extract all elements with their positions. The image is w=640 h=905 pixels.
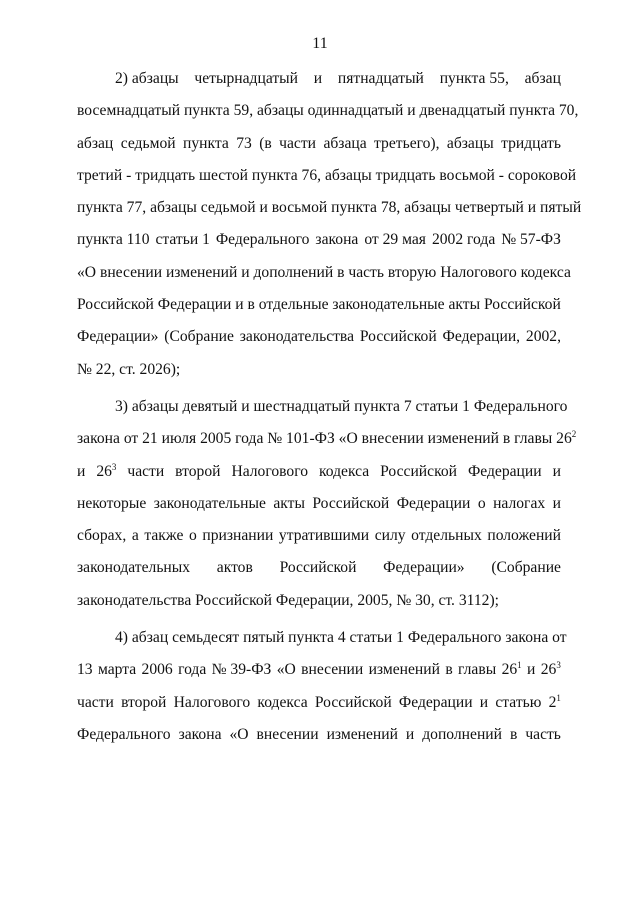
text-line xyxy=(77,63,561,95)
text-segment: 2006 xyxy=(141,661,173,679)
text-segment: части xyxy=(279,134,317,152)
text-segment: дополнений xyxy=(422,725,502,743)
text-segment: в xyxy=(509,725,518,743)
paragraph-item-3 xyxy=(77,391,577,617)
text-segment: части xyxy=(77,693,114,711)
text-segment: абзаца xyxy=(323,134,367,152)
text-segment: Федерации xyxy=(398,693,473,711)
text-segment: $26^3$ xyxy=(540,660,561,679)
text-segment: внесении xyxy=(256,725,319,743)
text-line xyxy=(77,654,561,686)
text-segment: Федерального xyxy=(215,231,310,249)
text-line xyxy=(77,552,561,584)
text-segment: Российской xyxy=(279,559,357,577)
text-line xyxy=(77,257,571,289)
text-segment: Федерации, xyxy=(442,328,521,346)
text-segment: года xyxy=(178,661,207,679)
text-line xyxy=(77,224,561,256)
text-line xyxy=(77,520,561,552)
text-segment: о xyxy=(188,527,197,545)
text-segment: кодекса xyxy=(257,693,308,711)
text-line xyxy=(77,488,561,520)
text-segment: от 29 мая xyxy=(364,231,426,249)
text-segment: в xyxy=(445,661,453,679)
text-segment: пункта 55, xyxy=(439,70,509,87)
text-segment: $26^1$ xyxy=(501,660,522,679)
text-segment: о xyxy=(477,494,486,512)
text-segment: пятнадцатый xyxy=(337,70,424,87)
text-segment: «О внесении изменений и дополнений в часть вторую Налогового кодекса xyxy=(77,263,571,281)
text-segment: также xyxy=(144,527,184,545)
text-segment: абзацы xyxy=(446,134,494,152)
text-segment: внесении xyxy=(301,661,364,679)
text-line xyxy=(77,192,582,224)
text-segment: признании xyxy=(202,527,274,545)
text-segment: главы xyxy=(458,661,497,679)
text-segment: акты xyxy=(273,494,305,512)
text-line xyxy=(77,95,579,127)
text-segment: марта xyxy=(97,661,137,679)
text-line xyxy=(77,128,561,160)
text-segment: положений xyxy=(487,527,561,545)
text-segment: «О xyxy=(276,661,296,679)
text-segment: третий - тридцать шестой пункта 76, абзацы тридцать восьмой - сороковой xyxy=(77,166,577,184)
text-segment: статью xyxy=(495,693,542,711)
text-segment: абзац xyxy=(524,70,561,87)
text-segment: закона xyxy=(178,725,222,743)
text-segment: законодательства xyxy=(239,328,355,346)
text-segment: абзац xyxy=(77,134,114,152)
text-segment: часть xyxy=(525,725,561,743)
text-segment: и xyxy=(313,70,323,87)
superscript: 1 xyxy=(517,660,522,671)
text-segment: 4) абзац семьдесят пятый пункта 4 статьи 1 Федерального закона от xyxy=(115,629,567,647)
text-segment: (Собрание xyxy=(491,559,561,577)
text-segment: 3) абзацы девятый и шестнадцатый пункта 7 статьи 1 Федерального xyxy=(115,397,568,415)
text-line xyxy=(77,687,561,719)
text-segment: (в xyxy=(259,134,272,152)
text-segment: актов xyxy=(216,559,253,577)
text-segment: некоторые xyxy=(77,494,147,512)
text-segment: утратившими xyxy=(278,527,370,545)
text-line xyxy=(77,423,577,455)
text-segment: Федерации xyxy=(396,494,471,512)
text-segment: и xyxy=(405,725,415,743)
text-segment: а xyxy=(131,527,139,545)
text-segment: Федерации» xyxy=(383,559,465,577)
text-segment: № 57-ФЗ xyxy=(501,231,561,249)
document-body xyxy=(77,63,582,751)
text-line xyxy=(77,622,567,654)
text-segment: отдельных xyxy=(411,527,482,545)
text-segment: Федерации xyxy=(467,462,542,480)
text-line xyxy=(77,289,561,321)
text-segment: тридцать xyxy=(501,134,561,152)
page-number: 11 xyxy=(312,35,328,52)
text-line xyxy=(77,585,561,617)
text-segment: закона xyxy=(315,231,359,249)
text-line xyxy=(77,391,568,423)
text-segment: и xyxy=(479,693,489,711)
text-segment: Федерального xyxy=(77,725,171,743)
text-segment: Российской Федерации и в отдельные законодательные акты Российской xyxy=(77,296,561,314)
text-segment: $26^3$ xyxy=(96,461,117,480)
superscript: 3 xyxy=(111,461,117,472)
text-segment: и xyxy=(552,462,561,480)
text-segment: 2002 года xyxy=(431,231,496,249)
text-line xyxy=(77,160,577,192)
text-segment: второй xyxy=(121,693,167,711)
text-segment: № 22, ст. 2026); xyxy=(77,360,181,378)
text-segment: «О xyxy=(229,725,249,743)
text-segment: сборах, xyxy=(77,527,127,545)
text-line xyxy=(77,354,561,386)
text-segment: Российской xyxy=(380,462,457,480)
text-segment: пункта xyxy=(183,134,229,152)
text-segment: 73 xyxy=(236,134,252,152)
text-segment: седьмой xyxy=(120,134,176,152)
text-segment: четырнадцатый xyxy=(194,70,298,87)
superscript: 3 xyxy=(556,660,561,671)
text-segment: (Собрание xyxy=(164,328,234,346)
text-segment: Налогового xyxy=(231,462,309,480)
text-segment: законодательных xyxy=(77,559,191,577)
text-segment: 13 xyxy=(77,661,93,679)
text-segment: второй xyxy=(175,462,221,480)
text-segment: восемнадцатый пункта 59, абзацы одиннадцатый и двенадцатый пункта 70, xyxy=(77,102,579,120)
text-segment: статьи 1 xyxy=(155,231,210,249)
text-segment: части xyxy=(127,462,165,480)
text-line xyxy=(77,456,561,488)
text-segment: Российской xyxy=(359,328,437,346)
paragraph-item-4 xyxy=(77,622,567,751)
text-segment: закона от 21 июля 2005 года № 101-ФЗ «О внесении изменений в главы $26^2$ xyxy=(77,429,577,448)
text-segment: третьего), xyxy=(374,134,440,152)
text-segment: изменений xyxy=(368,661,440,679)
text-segment: законодательства Российской Федерации, 2005, № 30, ст. 3112); xyxy=(77,591,499,609)
text-segment: Федерации» xyxy=(77,328,159,346)
superscript: 2 xyxy=(571,429,577,440)
text-segment: Налогового xyxy=(173,693,251,711)
text-segment: № 39-ФЗ xyxy=(211,661,272,679)
text-segment: и xyxy=(527,661,536,679)
text-segment: налогах xyxy=(493,494,546,512)
text-segment: законодательные xyxy=(153,494,266,512)
text-segment: и xyxy=(552,494,561,512)
text-segment: Российской xyxy=(314,693,392,711)
text-segment: кодекса xyxy=(318,462,370,480)
text-segment: и xyxy=(77,462,86,480)
text-segment: изменений xyxy=(326,725,398,743)
text-line xyxy=(77,321,561,353)
text-segment: $2^1$ xyxy=(548,692,561,711)
text-segment: силу xyxy=(374,527,406,545)
text-segment: пункта 77, абзацы седьмой и восьмой пункта 78, абзацы четвертый и пятый xyxy=(77,199,582,217)
text-segment: 2002, xyxy=(525,328,561,346)
paragraph-item-2 xyxy=(77,63,582,386)
text-line xyxy=(77,719,561,751)
text-segment: Российской xyxy=(312,494,390,512)
superscript: 1 xyxy=(556,692,561,703)
text-segment: 2) абзацы xyxy=(115,70,179,87)
text-segment: пункта 110 xyxy=(77,231,150,249)
